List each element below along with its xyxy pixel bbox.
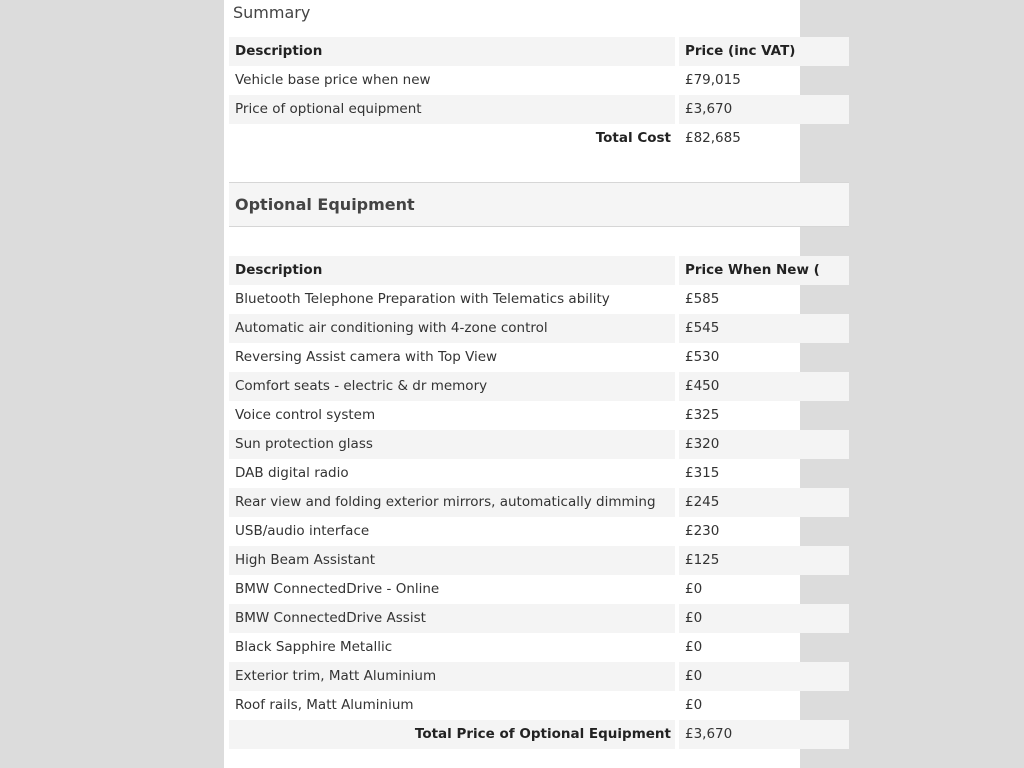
equipment-price-cell: £230 — [685, 523, 720, 539]
equipment-price-cell: £530 — [685, 349, 720, 365]
equipment-price-cell: £125 — [679, 546, 849, 575]
equipment-price-cell: £0 — [679, 604, 849, 633]
optional-equipment-table — [229, 256, 849, 749]
table-row — [229, 459, 849, 488]
table-row — [229, 372, 849, 401]
table-row — [229, 662, 849, 691]
equipment-price-cell: £315 — [685, 465, 720, 481]
equipment-description-cell: Rear view and folding exterior mirrors, automatically dimming — [229, 488, 675, 517]
equipment-price-cell: £320 — [679, 430, 849, 459]
equipment-description-cell: High Beam Assistant — [229, 546, 675, 575]
equipment-description-cell: Sun protection glass — [229, 430, 675, 459]
table-row — [229, 430, 849, 459]
equipment-description-cell: BMW ConnectedDrive - Online — [235, 581, 440, 597]
optional-description-header: Description — [229, 256, 675, 285]
equipment-description-cell: USB/audio interface — [235, 523, 370, 539]
table-row — [229, 95, 849, 124]
equipment-price-cell: £245 — [679, 488, 849, 517]
table-row — [229, 343, 849, 372]
equipment-description-cell: Comfort seats - electric & dr memory — [229, 372, 675, 401]
equipment-description-cell: Bluetooth Telephone Preparation with Telematics ability — [235, 291, 610, 307]
summary-heading: Summary — [233, 3, 311, 22]
summary-price-cell: £3,670 — [679, 95, 849, 124]
equipment-description-cell: Roof rails, Matt Aluminium — [235, 697, 414, 713]
summary-description-cell: Price of optional equipment — [229, 95, 675, 124]
summary-description-cell: Vehicle base price when new — [235, 72, 431, 88]
summary-price-cell: £79,015 — [685, 72, 741, 88]
document-page — [224, 0, 820, 768]
equipment-description-cell: Exterior trim, Matt Aluminium — [229, 662, 675, 691]
table-row — [229, 575, 849, 604]
summary-price-header: Price (inc VAT) — [679, 37, 849, 66]
equipment-price-cell: £325 — [685, 407, 720, 423]
table-row — [229, 691, 849, 720]
optional-equipment-section-header — [229, 182, 849, 227]
table-row — [229, 285, 849, 314]
summary-total-row — [229, 124, 849, 153]
equipment-price-cell: £0 — [685, 581, 703, 597]
optional-total-value: £3,670 — [679, 720, 849, 749]
optional-equipment-heading: Optional Equipment — [235, 195, 415, 214]
table-row — [229, 66, 849, 95]
table-row — [229, 546, 849, 575]
equipment-price-cell: £0 — [685, 639, 703, 655]
equipment-price-cell: £450 — [679, 372, 849, 401]
equipment-price-cell: £585 — [685, 291, 720, 307]
table-row — [229, 488, 849, 517]
equipment-description-cell: Reversing Assist camera with Top View — [235, 349, 498, 365]
total-cost-label: Total Cost — [595, 130, 671, 146]
optional-total-label: Total Price of Optional Equipment — [229, 720, 675, 749]
table-row — [229, 314, 849, 343]
equipment-description-cell: DAB digital radio — [235, 465, 349, 481]
table-row — [229, 401, 849, 430]
total-cost-value: £82,685 — [685, 130, 741, 146]
equipment-price-cell: £545 — [679, 314, 849, 343]
optional-header-row — [229, 256, 849, 285]
equipment-description-cell: BMW ConnectedDrive Assist — [229, 604, 675, 633]
summary-description-header: Description — [229, 37, 675, 66]
table-row — [229, 633, 849, 662]
optional-price-header: Price When New ( — [679, 256, 849, 285]
equipment-price-cell: £0 — [679, 662, 849, 691]
optional-total-row — [229, 720, 849, 749]
summary-table — [229, 37, 849, 153]
equipment-description-cell: Automatic air conditioning with 4-zone control — [229, 314, 675, 343]
equipment-description-cell: Black Sapphire Metallic — [235, 639, 393, 655]
table-row — [229, 604, 849, 633]
summary-header-row — [229, 37, 849, 66]
equipment-description-cell: Voice control system — [235, 407, 376, 423]
table-row — [229, 517, 849, 546]
equipment-price-cell: £0 — [685, 697, 703, 713]
